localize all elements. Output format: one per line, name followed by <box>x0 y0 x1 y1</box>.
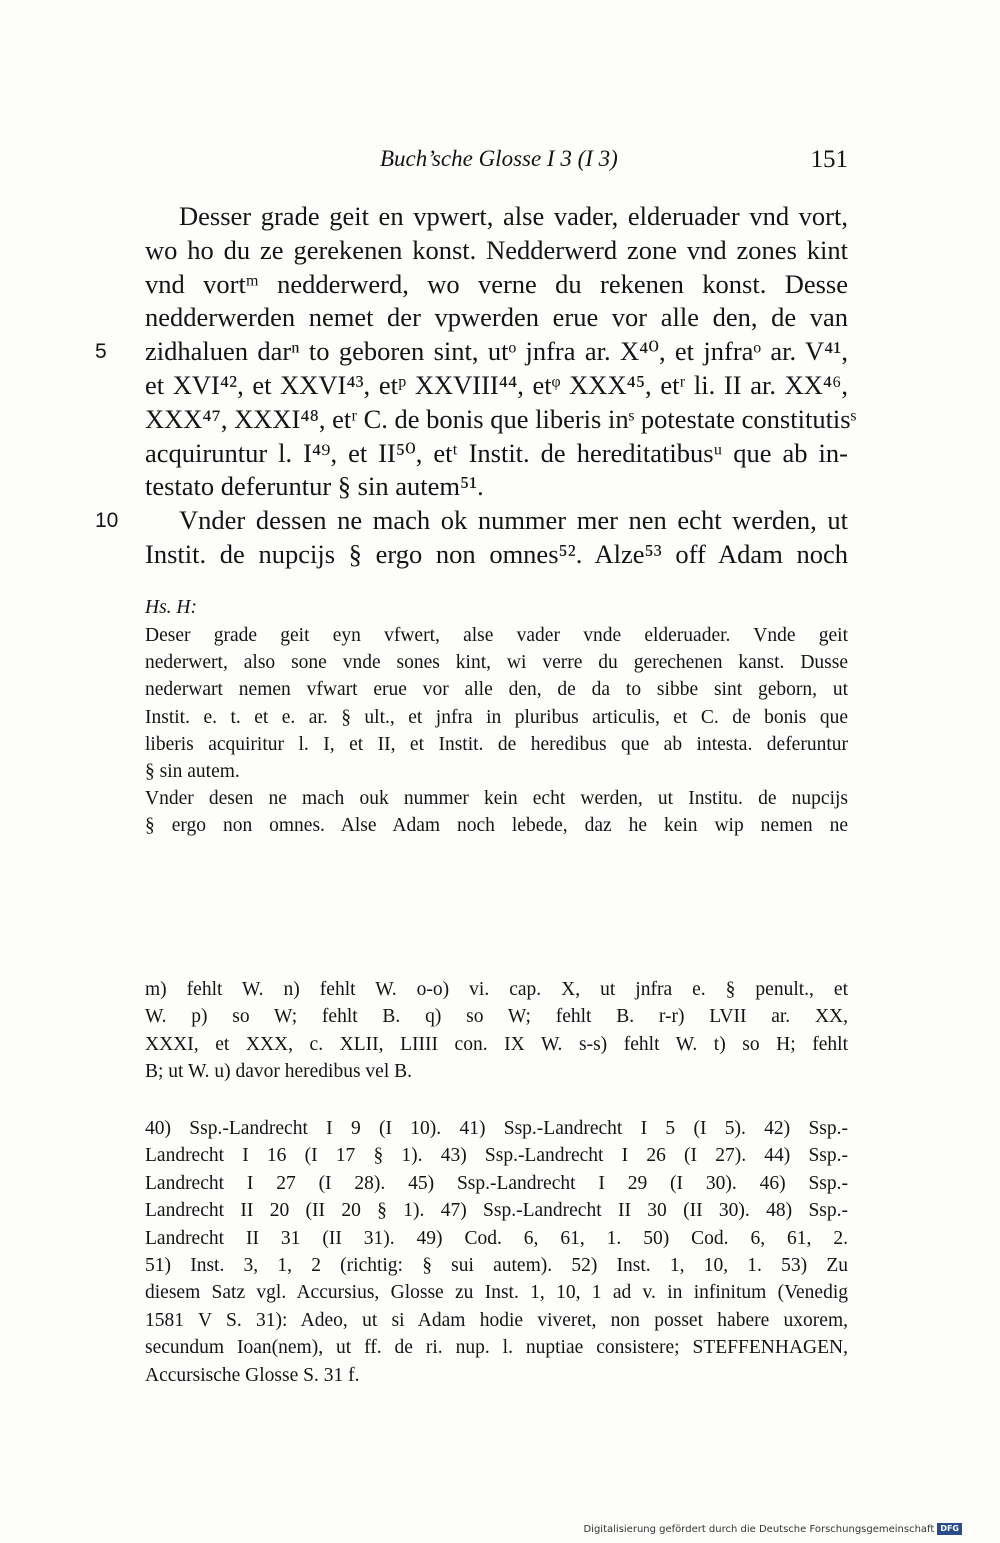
text-line-10 <box>95 504 848 538</box>
text-line: XXX⁴⁷, XXXI⁴⁸, etʳ C. de bonis que liberis inˢ potestate constitutisˢ <box>145 403 857 434</box>
variant-line: § sin autem. <box>145 760 240 782</box>
footnote-line: Landrecht II 31 (II 31). 49) Cod. 6, 61, 1. 50) Cod. 6, 61, 2. <box>145 1227 848 1249</box>
digitization-credit <box>583 1523 962 1535</box>
variant-line: Vnder desen ne mach ouk nummer kein echt werden, ut Institu. de nupcijs <box>145 788 848 810</box>
footnotes <box>145 1115 848 1389</box>
variant-line: nederwart nemen vfwart erue vor alle den, de da to sibbe sint geborn, ut <box>145 679 848 701</box>
text-line: wo ho du ze gerekenen konst. Nedderwerd zone vnd zones kint <box>145 234 848 265</box>
line-number: 10 <box>95 509 119 533</box>
text-line: acquiruntur l. I⁴⁹, et II⁵⁰, etᵗ Instit. de hereditatibusᵘ que ab in- <box>145 437 848 468</box>
variant-line: § ergo non omnes. Alse Adam noch lebede, daz he kein wip nemen ne <box>145 815 848 837</box>
footnote-line: 1581 V S. 31): Adeo, ut si Adam hodie viveret, non posset habere uxorem, <box>145 1309 848 1331</box>
variant-line: nederwert, also sone vnde sones kint, wi verre du gerechenen kanst. Dusse <box>145 652 848 674</box>
variant-line: liberis acquiritur l. I, et II, et Instit. de heredibus que ab intesta. deferuntur <box>145 733 848 755</box>
main-text <box>95 200 857 572</box>
text-line-content: Vnder dessen ne mach ok nummer mer nen echt werden, ut <box>179 505 848 536</box>
page-header <box>145 146 848 178</box>
text-line: Desser grade geit en vpwert, alse vader, elderuader vnd vort, <box>179 201 848 231</box>
page-number: 151 <box>810 146 848 173</box>
footnote-line: Landrecht I 16 (I 17 § 1). 43) Ssp.-Landrecht I 26 (I 27). 44) Ssp.- <box>145 1145 848 1167</box>
footnote-line: secundum Ioan(nem), ut ff. de ri. nup. l. nuptiae consistere; STEFFENHAGEN, <box>145 1337 848 1359</box>
text-line: Instit. de nupcijs § ergo non omnes⁵². Alze⁵³ off Adam noch <box>145 538 848 569</box>
apparatus-line: B; ut W. u) davor heredibus vel B. <box>145 1061 413 1083</box>
text-line: testato deferuntur § sin autem⁵¹. <box>145 471 484 502</box>
footnote-line: 40) Ssp.-Landrecht I 9 (I 10). 41) Ssp.-Landrecht I 5 (I 5). 42) Ssp.- <box>145 1118 848 1139</box>
variant-line: Instit. e. t. et e. ar. § ult., et jnfra in pluribus articulis, et C. de bonis que <box>145 706 848 728</box>
text-line: vnd vortᵐ nedderwerd, wo verne du rekenen konst. Desse <box>145 268 848 299</box>
text-line-content: zidhaluen darⁿ to geboren sint, utᵒ jnfra ar. X⁴⁰, et jnfraᵒ ar. V⁴¹, <box>145 336 848 367</box>
footnote-line: Landrecht I 27 (I 28). 45) Ssp.-Landrecht I 29 (I 30). 46) Ssp.- <box>145 1172 848 1194</box>
footnote-line: 51) Inst. 3, 1, 2 (richtig: § sui autem). 52) Inst. 1, 10, 1. 53) Zu <box>145 1254 848 1276</box>
dfg-logo: DFG <box>937 1523 962 1535</box>
variant-heading: Hs. H: <box>145 597 197 618</box>
footnote-line: Landrecht II 20 (II 20 § 1). 47) Ssp.-Landrecht II 30 (II 30). 48) Ssp.- <box>145 1200 848 1222</box>
variant-line: Deser grade geit eyn vfwert, alse vader vnde elderuader. Vnde geit <box>145 625 848 646</box>
text-line: nedderwerden nemet der vpwerden erue vor alle den, de van <box>145 302 848 333</box>
footnote-line: Accursische Glosse S. 31 f. <box>145 1364 360 1386</box>
line-number: 5 <box>95 340 107 364</box>
text-line-5 <box>95 335 848 369</box>
variant-text <box>145 594 848 840</box>
footnote-line: diesem Satz vgl. Accursius, Glosse zu Inst. 1, 10, 1 ad v. in infinitum (Venedig <box>145 1282 848 1304</box>
apparatus-line: m) fehlt W. n) fehlt W. o-o) vi. cap. X, ut jnfra e. § penult., et <box>145 979 848 1000</box>
critical-apparatus <box>145 976 848 1086</box>
apparatus-line: W. p) so W; fehlt B. q) so W; fehlt B. r-r) LVII ar. XX, <box>145 1006 848 1028</box>
apparatus-line: XXXI, et XXX, c. XLII, LIIII con. IX W. s-s) fehlt W. t) so H; fehlt <box>145 1033 848 1055</box>
text-line: et XVI⁴², et XXVI⁴³, etᵖ XXVIII⁴⁴, etᵠ XXX⁴⁵, etʳ li. II ar. XX⁴⁶, <box>145 369 848 400</box>
credit-text: Digitalisierung gefördert durch die Deutsche Forschungsgemeinschaft <box>583 1523 935 1535</box>
running-title: Buch’sche Glosse I 3 (I 3) <box>380 146 618 171</box>
